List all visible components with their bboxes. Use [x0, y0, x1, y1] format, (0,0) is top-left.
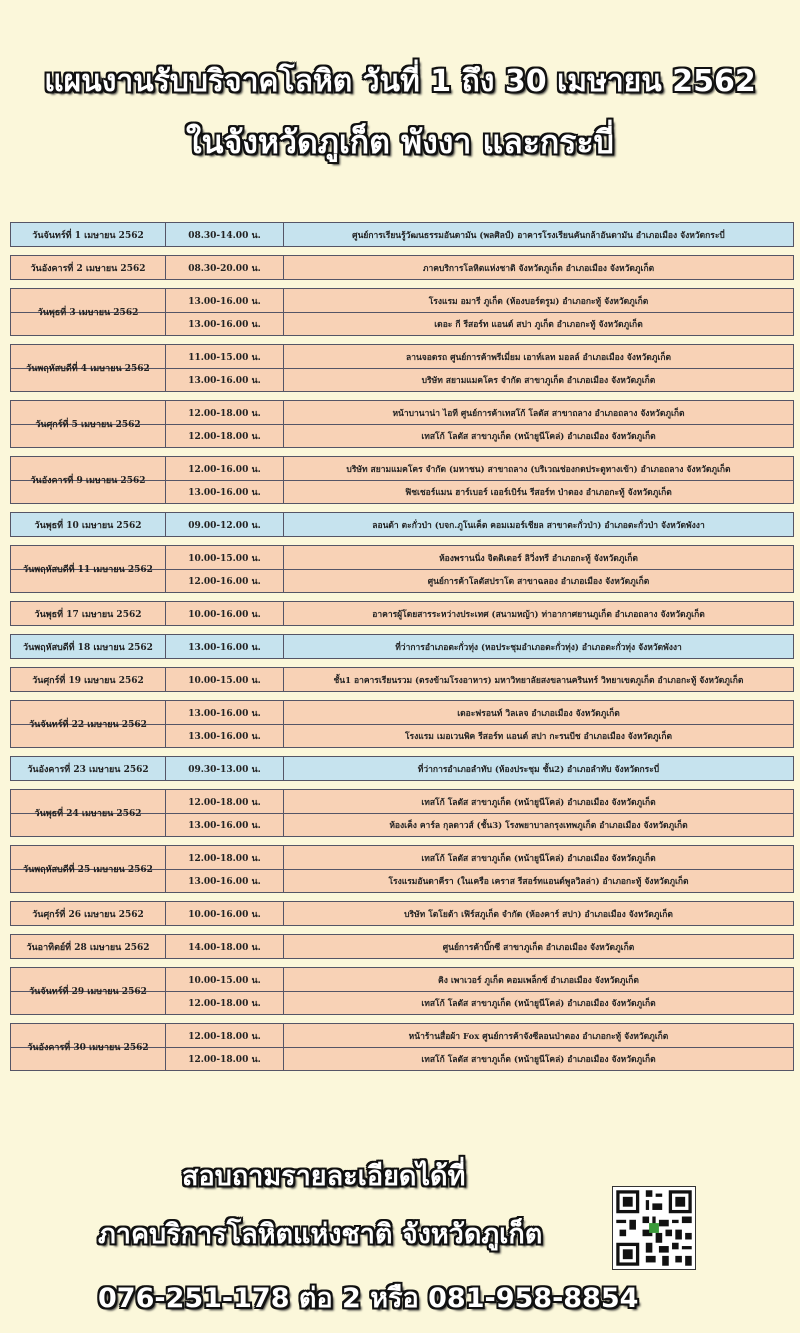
schedule-time: 14.00-18.00 น. [166, 935, 284, 958]
schedule-location: อาคารผู้โดยสารระหว่างประเทศ (สนามหญ้า) ท่าอากาศยานภูเก็ต อำเภอถลาง จังหวัดภูเก็ต [372, 609, 705, 620]
schedule-date: วันพุธที่ 10 เมษายน 2562 [11, 513, 166, 536]
schedule-location: เดอะ กี รีสอร์ท แอนด์ สปา ภูเก็ต อำเภอกะทู้ จังหวัดภูเก็ต [434, 320, 643, 330]
schedule-date: วันจันทร์ที่ 29 เมษายน 2562 [11, 968, 166, 1014]
schedule-date: วันพฤหัสบดีที่ 11 เมษายน 2562 [11, 546, 166, 592]
schedule-date: วันพฤหัสบดีที่ 18 เมษายน 2562 [11, 635, 166, 658]
schedule-location: หน้าบานาน่า ไอที ศูนย์การค้าเทสโก้ โลตัส สาขาถลาง อำเภอถลาง จังหวัดภูเก็ต [392, 408, 685, 419]
schedule-location: ศูนย์การเรียนรู้วัฒนธรรมอันดามัน (พลศิลป์) อาคารโรงเรียนคันกล้าอันดามัน อำเภอเมือง จังหวัดกระบี่ [352, 230, 725, 241]
schedule-day-block [10, 601, 794, 626]
schedule-time: 12.00-18.00 น. [166, 1024, 284, 1047]
schedule-time: 12.00-18.00 น. [166, 846, 284, 869]
schedule-location: เทสโก้ โลตัส สาขาภูเก็ต (หน้ายูนีโคล่) อำเภอเมือง จังหวัดภูเก็ต [421, 797, 656, 808]
schedule-location: คิง เพาเวอร์ ภูเก็ต คอมเพล็กซ์ อำเภอเมือง จังหวัดภูเก็ต [438, 975, 639, 986]
schedule-date: วันศุกร์ที่ 5 เมษายน 2562 [11, 401, 166, 447]
schedule-location: บริษัท สยามแมคโคร จำกัด สาขาภูเก็ต อำเภอเมือง จังหวัดภูเก็ต [421, 376, 656, 386]
schedule-time: 08.30-20.00 น. [166, 256, 284, 279]
schedule-time: 10.00-16.00 น. [166, 902, 284, 925]
schedule-date: วันอังคารที่ 9 เมษายน 2562 [11, 457, 166, 503]
schedule-location: ลอนด้า ตะกั่วป่า (บจก.ภูโนเค็ต คอมเมอร์เชียล สาขาตะกั่วป่า) อำเภอตะกั่วป่า จังหวัดพังงา [372, 520, 705, 531]
schedule-date: วันพุธที่ 24 เมษายน 2562 [11, 790, 166, 836]
page-title: แผนงานรับบริจาคโลหิต วันที่ 1 ถึง 30 เมษายน 2562 [44, 64, 756, 99]
schedule-time: 11.00-15.00 น. [166, 345, 284, 368]
schedule-day-block [10, 789, 794, 837]
schedule-day-block [10, 667, 794, 692]
schedule-location: ที่ว่าการอำเภอตะกั่วทุ่ง (หอประชุมอำเภอตะกั่วทุ่ง) อำเภอตะกั่วทุ่ง จังหวัดพังงา [395, 642, 682, 653]
schedule-time: 13.00-16.00 น. [166, 814, 284, 836]
schedule-date: วันศุกร์ที่ 26 เมษายน 2562 [11, 902, 166, 925]
schedule-location: โรงแรม เมอเวนพิค รีสอร์ท แอนด์ สปา กะรนบีช อำเภอเมือง จังหวัดภูเก็ต [404, 732, 673, 742]
schedule-time: 12.00-18.00 น. [166, 790, 284, 813]
schedule-location: ลานจอดรถ ศูนย์การค้าพรีเมี่ยม เอาท์เลท มอลล์ อำเภอเมือง จังหวัดภูเก็ต [406, 352, 671, 363]
schedule-day-block [10, 344, 794, 392]
schedule-location: ที่ว่าการอำเภอลำทับ (ห้องประชุม ชั้น2) อำเภอลำทับ จังหวัดกระบี่ [417, 764, 660, 775]
page-subtitle: ในจังหวัดภูเก็ต พังงา และกระบี่ [186, 123, 614, 161]
schedule-time: 12.00-18.00 น. [166, 992, 284, 1014]
schedule-location: บริษัท โตโยต้า เฟิร์สภูเก็ต จำกัด (ห้องคาร์ สปา) อำเภอเมือง จังหวัดภูเก็ต [404, 909, 673, 920]
schedule-time: 13.00-16.00 น. [166, 725, 284, 747]
schedule-time: 12.00-18.00 น. [166, 1048, 284, 1070]
schedule-location: ห้องพรานนิ่ง จิตติเดอร์ ลิวิ่งทรี อำเภอกะทู้ จังหวัดภูเก็ต [439, 553, 638, 564]
schedule-location: เทสโก้ โลตัส สาขาภูเก็ต (หน้ายูนีโคล่) อำเภอเมือง จังหวัดภูเก็ต [421, 853, 656, 864]
contact-heading: สอบถามรายละเอียดได้ที่ [182, 1161, 466, 1192]
schedule-day-block [10, 222, 794, 247]
schedule-date: วันอังคารที่ 2 เมษายน 2562 [11, 256, 166, 279]
schedule-day-block [10, 967, 794, 1015]
schedule-time: 12.00-18.00 น. [166, 401, 284, 424]
schedule-date: วันพุธที่ 3 เมษายน 2562 [11, 289, 166, 335]
schedule-date: วันศุกร์ที่ 19 เมษายน 2562 [11, 668, 166, 691]
schedule-time: 10.00-15.00 น. [166, 968, 284, 991]
contact-phone[interactable]: 076-251-178 ต่อ 2 หรือ 081-958-8854 [98, 1283, 639, 1314]
schedule-day-block [10, 700, 794, 748]
schedule-time: 10.00-16.00 น. [166, 602, 284, 625]
schedule-time: 09.30-13.00 น. [166, 757, 284, 780]
donation-schedule-table [10, 222, 794, 1079]
schedule-time: 13.00-16.00 น. [166, 635, 284, 658]
schedule-date: วันอังคารที่ 23 เมษายน 2562 [11, 757, 166, 780]
schedule-location: ภาคบริการโลหิตแห่งชาติ จังหวัดภูเก็ต อำเภอเมือง จังหวัดภูเก็ต [422, 263, 655, 274]
schedule-day-block [10, 288, 794, 336]
schedule-time: 12.00-18.00 น. [166, 425, 284, 447]
schedule-day-block [10, 512, 794, 537]
schedule-time: 13.00-16.00 น. [166, 870, 284, 892]
schedule-location: ชั้น1 อาคารเรียนรวม (ตรงข้ามโรงอาหาร) มหาวิทยาลัยสงขลานครินทร์ วิทยาเขตภูเก็ต อำเภอกะทู้ จังหวัดภูเก็ต [333, 675, 744, 686]
schedule-date: วันอังคารที่ 30 เมษายน 2562 [11, 1024, 166, 1070]
schedule-time: 12.00-16.00 น. [166, 570, 284, 592]
schedule-time: 10.00-15.00 น. [166, 668, 284, 691]
schedule-location: เดอะฟรอนท์ วิลเลจ อำเภอเมือง จังหวัดภูเก็ต [457, 708, 620, 719]
schedule-day-block [10, 634, 794, 659]
schedule-day-block [10, 934, 794, 959]
schedule-day-block [10, 756, 794, 781]
schedule-day-block [10, 845, 794, 893]
qr-code-graphic [613, 1187, 695, 1269]
schedule-date: วันพฤหัสบดีที่ 4 เมษายน 2562 [11, 345, 166, 391]
schedule-location: บริษัท สยามแมคโคร จำกัด (มหาชน) สาขาถลาง (บริเวณช่องกดประตูทางเข้า) อำเภอถลาง จังหวัดภูเก็ต [346, 464, 731, 475]
schedule-day-block [10, 545, 794, 593]
schedule-location: ห้องเค็ง คาร์ล กุลดาวส์ (ชั้น3) โรงพยาบาลกรุงเทพภูเก็ต อำเภอเมือง จังหวัดภูเก็ต [389, 821, 688, 831]
schedule-date: วันพฤหัสบดีที่ 25 เมษายน 2562 [11, 846, 166, 892]
schedule-location: เทสโก้ โลตัส สาขาภูเก็ต (หน้ายูนีโคล่) อำเภอเมือง จังหวัดภูเก็ต [421, 432, 656, 442]
schedule-day-block [10, 1023, 794, 1071]
schedule-day-block [10, 255, 794, 280]
schedule-day-block [10, 456, 794, 504]
qr-code-icon[interactable] [612, 1186, 696, 1270]
contact-organization: ภาคบริการโลหิตแห่งชาติ จังหวัดภูเก็ต [98, 1219, 543, 1250]
schedule-time: 13.00-16.00 น. [166, 289, 284, 312]
schedule-day-block [10, 901, 794, 926]
schedule-date: วันจันทร์ที่ 22 เมษายน 2562 [11, 701, 166, 747]
schedule-date: วันจันทร์ที่ 1 เมษายน 2562 [11, 223, 166, 246]
schedule-location: เทสโก้ โลตัส สาขาภูเก็ต (หน้ายูนีโคล่) อำเภอเมือง จังหวัดภูเก็ต [421, 999, 656, 1009]
schedule-time: 13.00-16.00 น. [166, 313, 284, 335]
schedule-time: 09.00-12.00 น. [166, 513, 284, 536]
schedule-time: 12.00-16.00 น. [166, 457, 284, 480]
schedule-time: 13.00-16.00 น. [166, 369, 284, 391]
schedule-location: หน้าร้านสื่อผ้า Fox ศูนย์การค้าจังซีลอนป่าตอง อำเภอกะทู้ จังหวัดภูเก็ต [408, 1031, 669, 1042]
schedule-location: เทสโก้ โลตัส สาขาภูเก็ต (หน้ายูนีโคล่) อำเภอเมือง จังหวัดภูเก็ต [421, 1055, 656, 1065]
schedule-time: 13.00-16.00 น. [166, 481, 284, 503]
schedule-location: ฟิชเชอร์แมน ฮาร์เบอร์ เออร์เบิร์น รีสอร์ท ป่าตอง อำเภอกะทู้ จังหวัดภูเก็ต [405, 488, 672, 498]
schedule-date: วันพุธที่ 17 เมษายน 2562 [11, 602, 166, 625]
schedule-time: 08.30-14.00 น. [166, 223, 284, 246]
schedule-time: 13.00-16.00 น. [166, 701, 284, 724]
schedule-location: ศูนย์การค้าโลตัสปราโด สาขาฉลอง อำเภอเมือง จังหวัดภูเก็ต [427, 577, 650, 587]
schedule-day-block [10, 400, 794, 448]
schedule-location: ศูนย์การค้าบิ๊กซี สาขาภูเก็ต อำเภอเมือง จังหวัดภูเก็ต [442, 942, 635, 953]
schedule-time: 10.00-15.00 น. [166, 546, 284, 569]
schedule-date: วันอาทิตย์ที่ 28 เมษายน 2562 [11, 935, 166, 958]
schedule-location: โรงแรมอันดาคีรา (ในเครือ เคราส รีสอร์ทแอนด์พูลวิลล่า) อำเภอกะทู้ จังหวัดภูเก็ต [388, 877, 689, 887]
schedule-location: โรงแรม อมารี ภูเก็ต (ห้องบอร์ดรูม) อำเภอกะทู้ จังหวัดภูเก็ต [428, 296, 649, 307]
